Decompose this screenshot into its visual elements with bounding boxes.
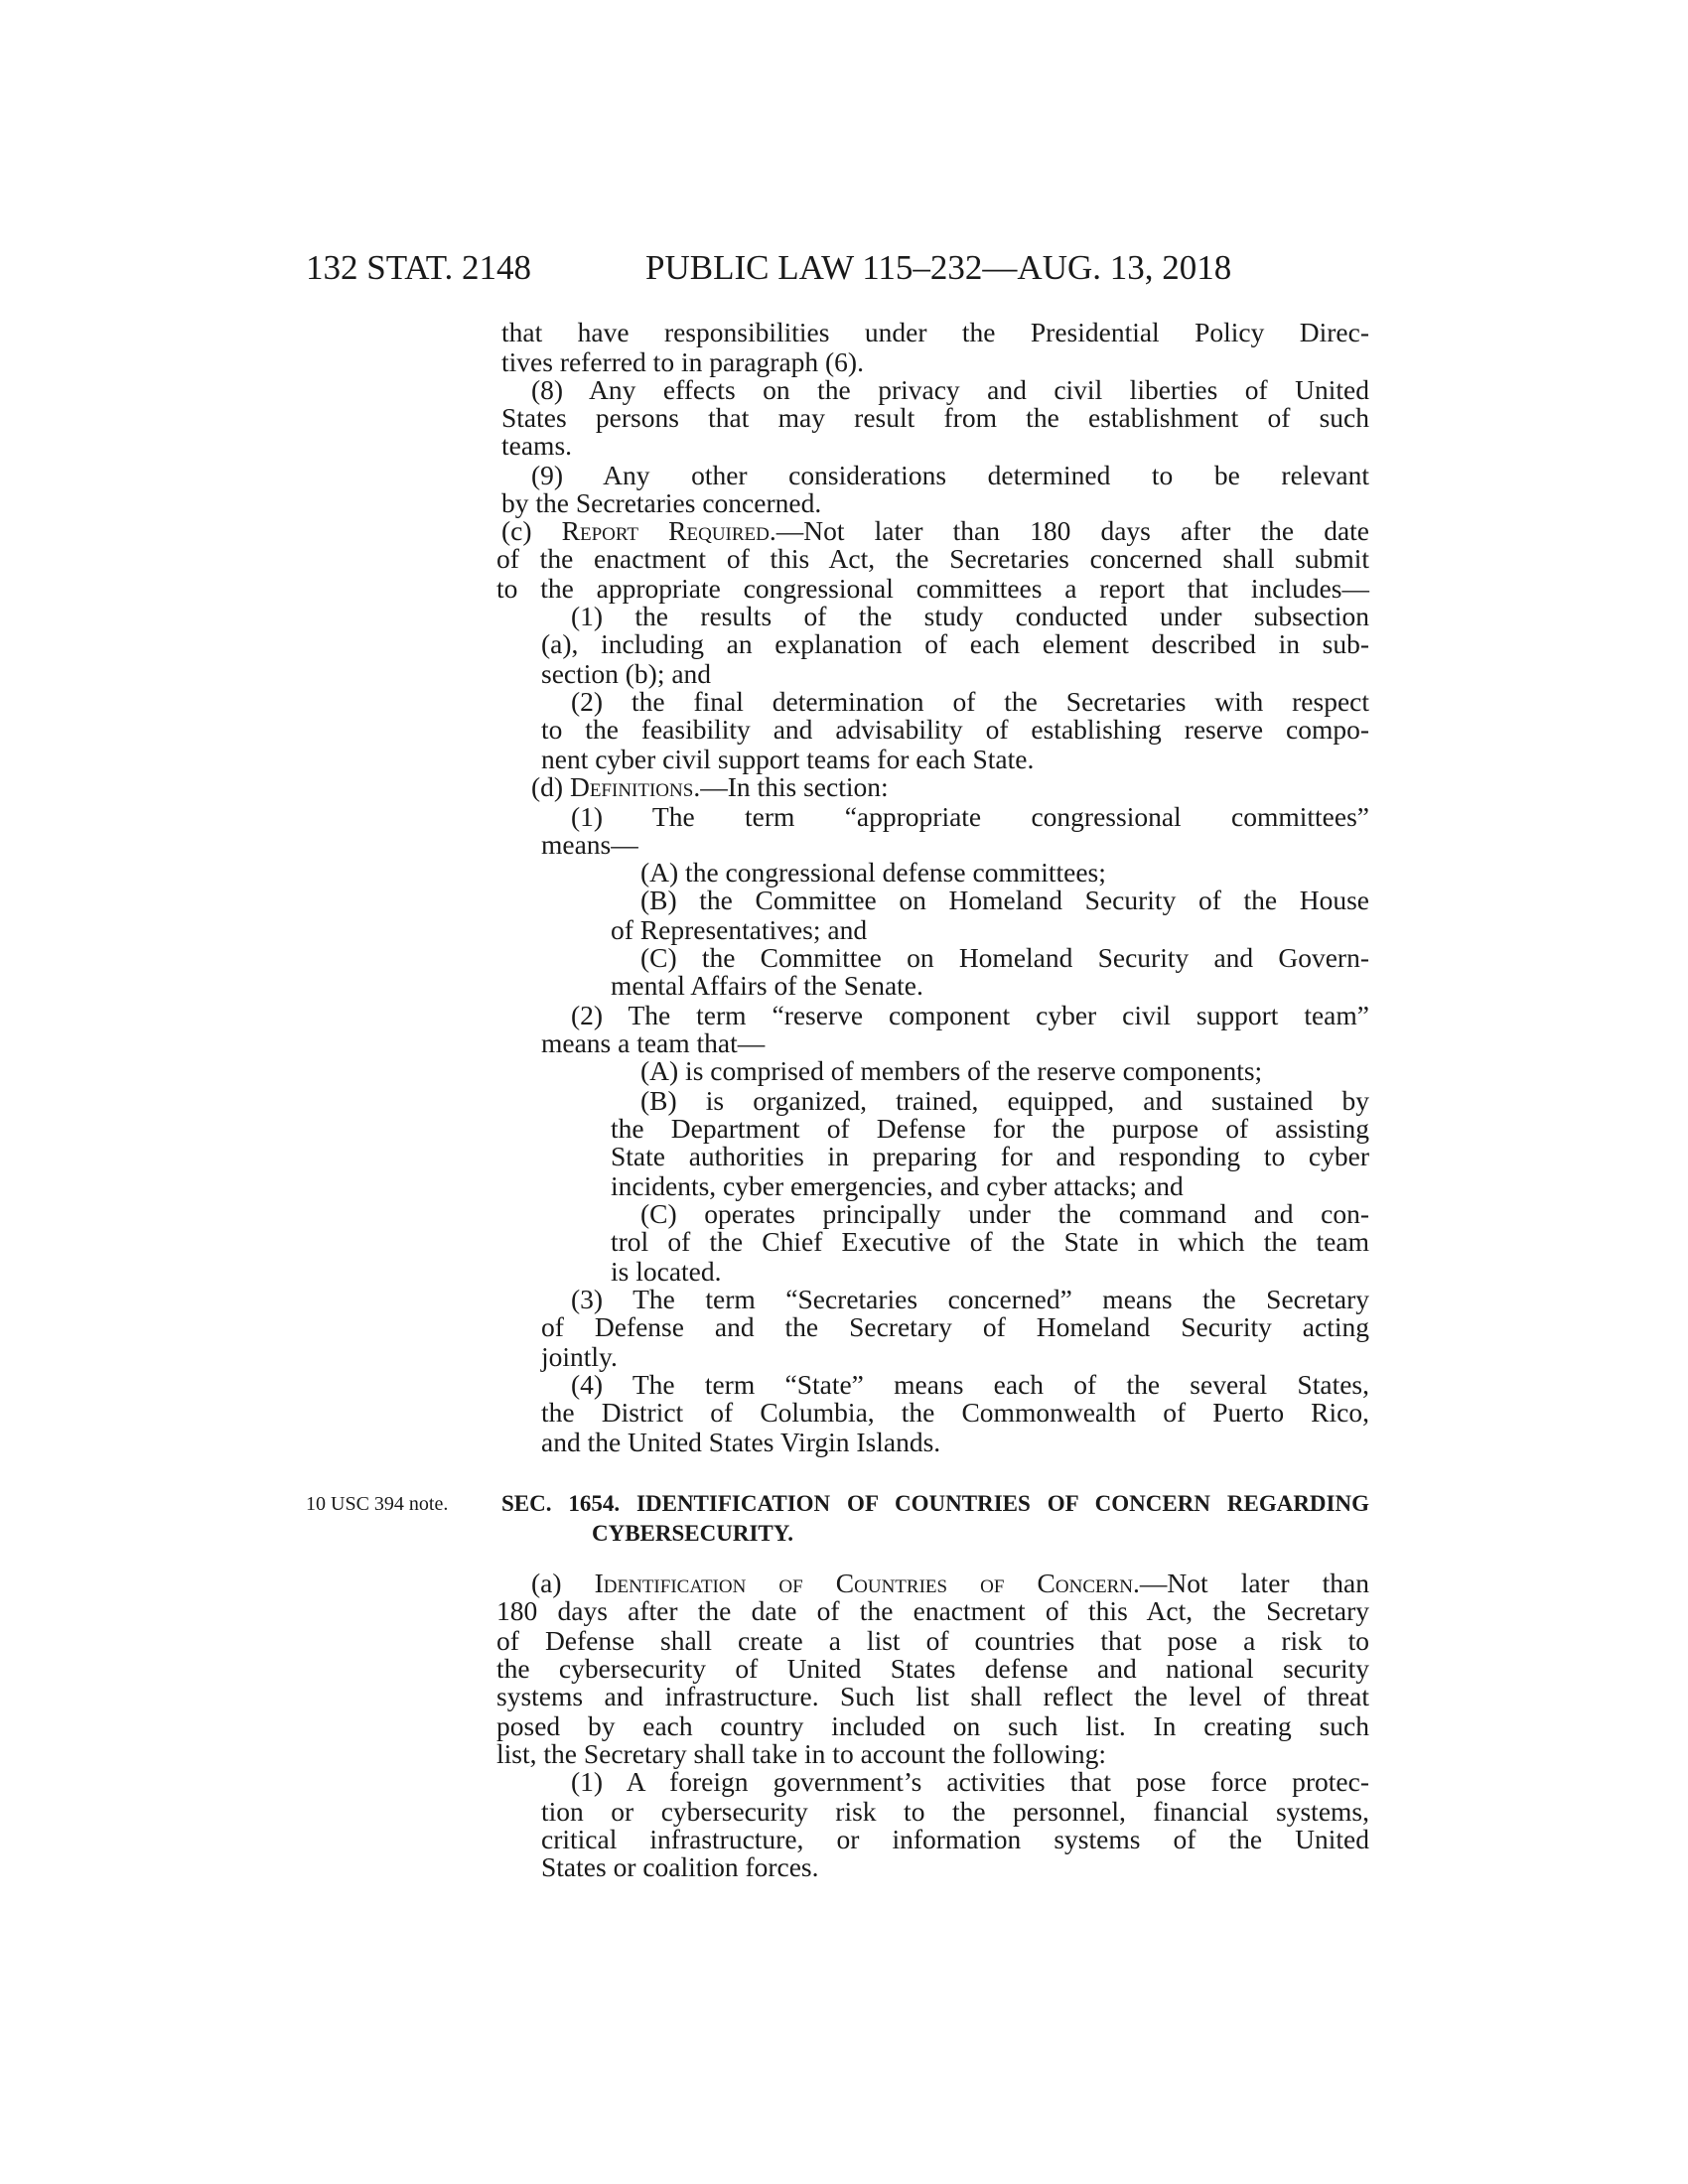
text-line: the District of Columbia, the Commonwealth of Puerto Rico,	[541, 1397, 1369, 1428]
text-line: the Department of Defense for the purpose of assisting	[611, 1113, 1369, 1144]
text-line: 180 days after the date of the enactment of this Act, the Secretary	[496, 1595, 1369, 1626]
text-line: (B) is organized, trained, equipped, and sustained by	[640, 1085, 1369, 1116]
text-line: State authorities in preparing for and responding to cyber	[611, 1141, 1369, 1171]
text-fragment: .—Not later than 180 days after the date	[769, 515, 1369, 546]
text-line: (1) The term “appropriate congressional committees”	[571, 801, 1369, 832]
text-line: of Defense and the Secretary of Homeland Security acting	[541, 1311, 1369, 1342]
section-heading-line-1: SEC. 1654. IDENTIFICATION OF COUNTRIES OF CONCERN REGARDING	[501, 1491, 1369, 1516]
text-line: States or coalition forces.	[541, 1851, 819, 1882]
text-line: (C) the Committee on Homeland Security and Govern-	[640, 942, 1369, 973]
subsection-heading-report-required: Report Required	[561, 515, 770, 546]
text-line: (8) Any effects on the privacy and civil liberties of United	[531, 374, 1369, 405]
text-line: States persons that may result from the establishment of such	[501, 402, 1369, 433]
text-line: teams.	[501, 430, 573, 461]
text-line: tion or cybersecurity risk to the personnel, financial systems,	[541, 1796, 1369, 1827]
text-fragment: .—Not later than	[1133, 1568, 1369, 1598]
public-law-header: PUBLIC LAW 115–232—AUG. 13, 2018	[645, 248, 1232, 287]
text-line: incidents, cyber emergencies, and cyber attacks; and	[611, 1170, 1184, 1201]
text-line: that have responsibilities under the Presidential Policy Direc-	[501, 317, 1369, 347]
text-line: systems and infrastructure. Such list shall reflect the level of threat	[496, 1681, 1369, 1711]
text-fragment: .—In this section:	[693, 771, 889, 802]
text-line: critical infrastructure, or information systems of the United	[541, 1824, 1369, 1854]
text-line: to the appropriate congressional committees a report that includes—	[496, 573, 1369, 604]
text-line: (B) the Committee on Homeland Security of the House	[640, 885, 1369, 915]
text-line: nent cyber civil support teams for each State.	[541, 744, 1035, 774]
section-heading-line-2: CYBERSECURITY.	[592, 1521, 794, 1546]
text-line: means a team that—	[541, 1027, 766, 1058]
text-line: (1) the results of the study conducted under subsection	[571, 601, 1369, 631]
text-line: means—	[541, 829, 638, 860]
text-line: posed by each country included on such list. In creating such	[496, 1710, 1369, 1741]
text-line: (A) is comprised of members of the reserve components;	[640, 1055, 1263, 1086]
text-line: (1) A foreign government’s activities that pose force protec-	[571, 1766, 1369, 1797]
margin-note: 10 USC 394 note.	[306, 1493, 449, 1515]
text-line: (2) the final determination of the Secretaries with respect	[571, 686, 1369, 717]
text-line: the cybersecurity of United States defense and national security	[496, 1653, 1369, 1684]
text-fragment: (a)	[531, 1568, 595, 1598]
text-line: and the United States Virgin Islands.	[541, 1427, 941, 1457]
text-line: (a), including an explanation of each element described in sub-	[541, 628, 1369, 659]
text-line: (A) the congressional defense committees;	[640, 857, 1106, 887]
text-line: by the Secretaries concerned.	[501, 487, 822, 518]
text-line: (C) operates principally under the command and con-	[640, 1198, 1369, 1229]
text-line: to the feasibility and advisability of establishing reserve compo-	[541, 714, 1369, 745]
subsection-heading-countries-of-concern: Identification of Countries of Concern	[594, 1568, 1133, 1598]
text-line: (2) The term “reserve component cyber civil support team”	[571, 1000, 1369, 1030]
text-fragment: (d)	[531, 771, 570, 802]
text-line	[531, 772, 1369, 802]
text-fragment: (c)	[501, 515, 562, 546]
text-line: section (b); and	[541, 658, 712, 689]
text-line: jointly.	[541, 1341, 618, 1372]
text-line: of the enactment of this Act, the Secretaries concerned shall submit	[496, 543, 1369, 574]
text-line: of Defense shall create a list of countries that pose a risk to	[496, 1625, 1369, 1656]
text-line: (9) Any other considerations determined to be relevant	[531, 460, 1369, 490]
text-line: list, the Secretary shall take in to account the following:	[496, 1738, 1106, 1769]
subsection-heading-definitions: Definitions	[569, 771, 694, 802]
text-line: (4) The term “State” means each of the several States,	[571, 1369, 1369, 1400]
text-line: is located.	[611, 1256, 722, 1287]
text-line	[531, 1569, 1369, 1598]
text-line: trol of the Chief Executive of the State in which the team	[611, 1226, 1369, 1257]
text-line: tives referred to in paragraph (6).	[501, 346, 864, 377]
text-line: mental Affairs of the Senate.	[611, 970, 923, 1001]
statute-page-number: 132 STAT. 2148	[306, 248, 531, 287]
text-line	[501, 516, 1369, 546]
text-line: of Representatives; and	[611, 914, 868, 945]
text-line: (3) The term “Secretaries concerned” means the Secretary	[571, 1284, 1369, 1314]
